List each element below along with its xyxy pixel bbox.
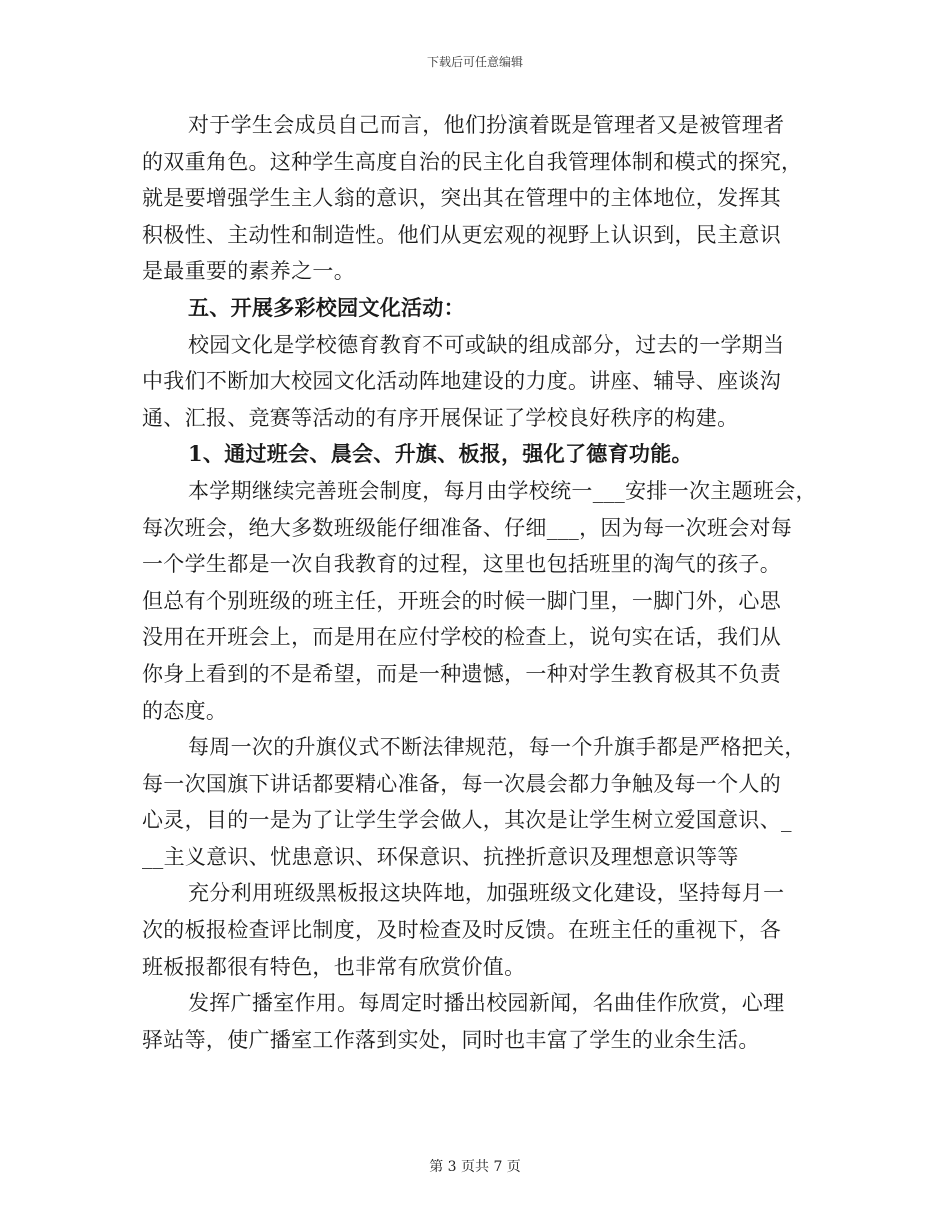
text-line: 的态度。: [142, 698, 228, 723]
text-line: 每一次国旗下讲话都要精心准备，每一次晨会都力争触及每一个人的: [142, 771, 781, 796]
text-line: 就是要增强学生主人翁的意识，突出其在管理中的主体地位，发挥其: [142, 186, 781, 211]
text-line: 通、汇报、竞赛等活动的有序开展保证了学校良好秩序的构建。: [142, 405, 739, 430]
page-header: 下载后可任意编辑: [426, 55, 523, 69]
text-line: 每周一次的升旗仪式不断法律规范，每一个升旗手都是严格把关，: [188, 735, 806, 760]
text-line: 没用在开班会上，而是用在应付学校的检查上，说句实在话，我们从: [142, 625, 781, 650]
text-line: 驿站等，使广播室工作落到实处，同时也丰富了学生的业余生活。: [142, 1027, 760, 1052]
text-line: 一个学生都是一次自我教育的过程，这里也包括班里的淘气的孩子。: [142, 552, 781, 577]
text-line: 你身上看到的不是希望，而是一种遗憾，一种对学生教育极其不负责: [142, 661, 781, 686]
text-line: __主义意识、忧患意识、环保意识、抗挫折意识及理想意识等等: [142, 844, 739, 869]
text-line: 每次班会，绝大多数班级能仔细准备、仔细___，因为每一次班会对每: [142, 515, 793, 540]
text-line: 校园文化是学校德育教育不可或缺的组成部分，过去的一学期当: [188, 332, 785, 357]
text-line: 充分利用班级黑板报这块阵地，加强班级文化建设，坚持每月一: [188, 881, 785, 906]
text-line: 的双重角色。这种学生高度自治的民主化自我管理体制和模式的探究，: [142, 149, 803, 174]
text-line: 心灵，目的一是为了让学生学会做人，其次是让学生树立爱国意识、_: [142, 808, 792, 833]
text-line: 积极性、主动性和制造性。他们从更宏观的视野上认识到，民主意识: [142, 222, 781, 247]
text-line: 但总有个别班级的班主任，开班会的时候一脚门里，一脚门外，心思: [142, 588, 781, 613]
text-line: 中我们不断加大校园文化活动阵地建设的力度。讲座、辅导、座谈沟: [142, 369, 781, 394]
section-heading: 1、通过班会、晨会、升旗、板报，强化了德育功能。: [188, 441, 693, 467]
text-line: 是最重要的素养之一。: [142, 259, 355, 284]
text-line: 本学期继续完善班会制度，每月由学校统一___安排一次主题班会，: [188, 478, 817, 503]
text-line: 班板报都很有特色，也非常有欣赏价值。: [142, 954, 526, 979]
document-body: [142, 107, 817, 1058]
text-line: 发挥广播室作用。每周定时播出校园新闻，名曲佳作欣赏，心理: [188, 991, 785, 1016]
text-line: 对于学生会成员自己而言，他们扮演着既是管理者又是被管理者: [188, 113, 785, 137]
text-line: 次的板报检查评比制度，及时检查及时反馈。在班主任的重视下，各: [142, 918, 781, 943]
section-heading: 五、开展多彩校园文化活动：: [188, 294, 465, 320]
page-footer: 第 3 页共 7 页: [429, 1159, 521, 1175]
